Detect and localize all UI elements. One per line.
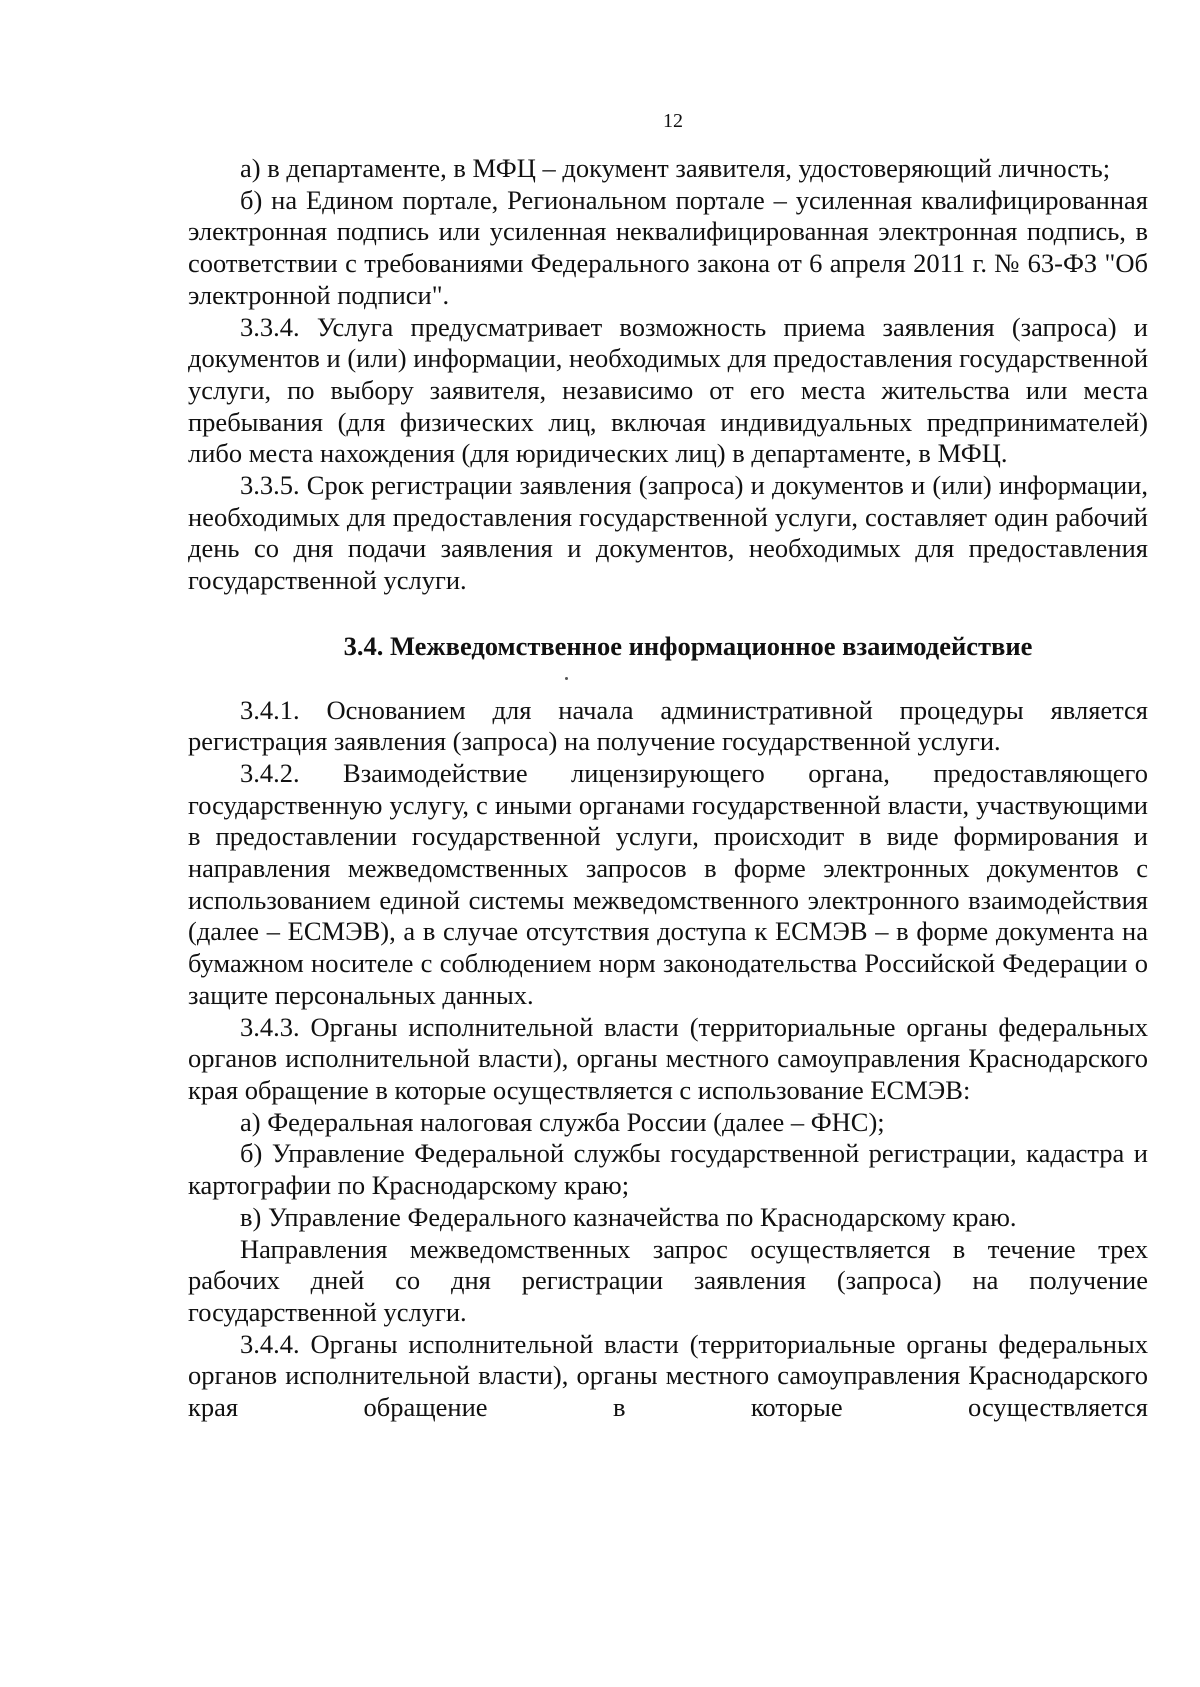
scan-dot-mark: [565, 677, 568, 680]
paragraph-identity-document: а) в департаменте, в МФЦ – документ заявителя, удостоверяющий личность;: [240, 153, 1111, 183]
paragraph-3-4-3: 3.4.3. Органы исполнительной власти (территориальные органы федеральных органов исполнительной власти), органы местного самоуправления Краснодарского края обращение в которые осуществляется с использование ЕСМЭВ:: [188, 1011, 1148, 1105]
paragraph-request-deadline: Направления межведомственных запрос осуществляется в течение трех рабочих дней со дня регистрации заявления (запроса) на получение государственной услуги.: [188, 1233, 1148, 1327]
paragraph-3-4-2: 3.4.2. Взаимодействие лицензирующего органа, предоставляющего государственную услугу, с иными органами государственной власти, участвующими в предоставлении государственной услуги, происходит в виде формирования и направления межведомственных запросов в форме электронных документов с использованием единой системы межведомственного электронного взаимодействия (далее – ЕСМЭВ), а в случае отсутствия доступа к ЕСМЭВ – в форме документа на бумажном носителе с соблюдением норм законодательства Российской Федерации о защите персональных данных.: [188, 757, 1148, 1010]
paragraph-3-4-1: 3.4.1. Основанием для начала административной процедуры является регистрация заявления (запроса) на получение государственной услуги.: [188, 694, 1148, 757]
paragraph-3-3-4: 3.3.4. Услуга предусматривает возможность приема заявления (запроса) и документов и (или) информации, необходимых для предоставления государственной услуги, по выбору заявителя, независимо от его места жительства или места пребывания (для физических лиц, включая индивидуальных предпринимателей) либо места нахождения (для юридических лиц) в департаменте, в МФЦ.: [188, 311, 1148, 469]
list-item-fns: а) Федеральная налоговая служба России (далее – ФНС);: [240, 1106, 885, 1137]
list-item-treasury: в) Управление Федерального казначейства по Краснодарскому краю.: [240, 1201, 1017, 1232]
list-item-rosreestr: б) Управление Федеральной службы государственной регистрации, кадастра и картографии по Краснодарскому краю;: [188, 1138, 1148, 1201]
page-number: 12: [663, 110, 683, 132]
paragraph-3-3-5: 3.3.5. Срок регистрации заявления (запроса) и документов и (или) информации, необходимых для предоставления государственной услуги, составляет один рабочий день со дня подачи заявления и документов, необходимых для предоставления государственной услуги.: [188, 470, 1148, 596]
paragraph-electronic-signature: б) на Едином портале, Региональном портале – усиленная квалифицированная электронная подпись или усиленная неквалифицированная электронная подпись, в соответствии с требованиями Федерального закона от 6 апреля 2011 г. № 63-ФЗ "Об электронной подписи".: [188, 184, 1148, 310]
paragraph-3-4-4: 3.4.4. Органы исполнительной власти (территориальные органы федеральных органов исполнительной власти), органы местного самоуправления Краснодарского края обращение в которые осуществляется: [188, 1328, 1148, 1423]
section-heading-3-4: 3.4. Межведомственное информационное взаимодействие: [343, 630, 1033, 661]
document-page: [188, 110, 1148, 1424]
